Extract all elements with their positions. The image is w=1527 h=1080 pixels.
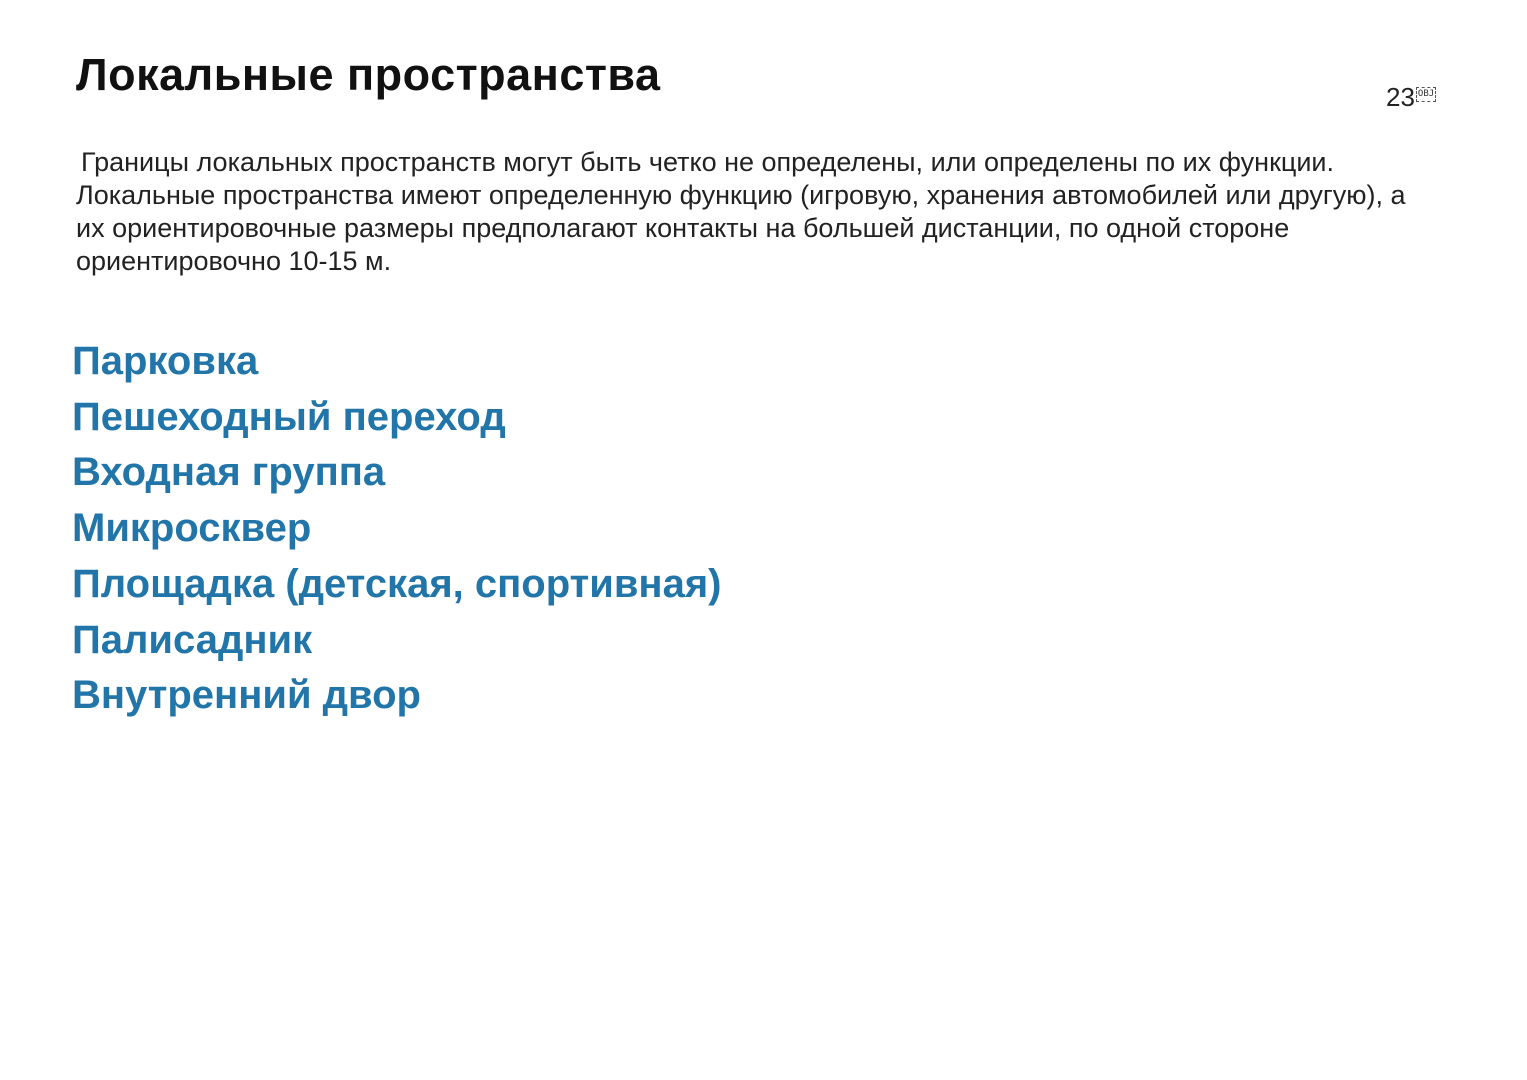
- list-item: Площадка (детская, спортивная): [72, 561, 722, 606]
- list-item: Внутренний двор: [72, 673, 421, 718]
- page-number-value: 23: [1386, 82, 1415, 112]
- topic-list: [72, 334, 721, 724]
- list-item: Микросквер: [72, 506, 312, 551]
- description-paragraph: Границы локальных пространств могут быть четко не определены, или определены по их функции. Локальные пространства имеют определенную функцию (игровую, хранения автомобилей или другую), а их ориентировочные размеры предполагают контакты на большей дистанции, по одной стороне ориентировочно 10-15 м.: [76, 147, 1406, 276]
- page-number: [1386, 84, 1436, 110]
- list-item: Входная группа: [72, 450, 386, 495]
- page-title: Локальные пространства: [76, 49, 661, 100]
- list-item: Парковка: [72, 339, 259, 383]
- object-placeholder-icon: OBJ: [1416, 87, 1436, 102]
- list-item: Палисадник: [72, 617, 313, 662]
- list-item: Пешеходный переход: [72, 394, 506, 439]
